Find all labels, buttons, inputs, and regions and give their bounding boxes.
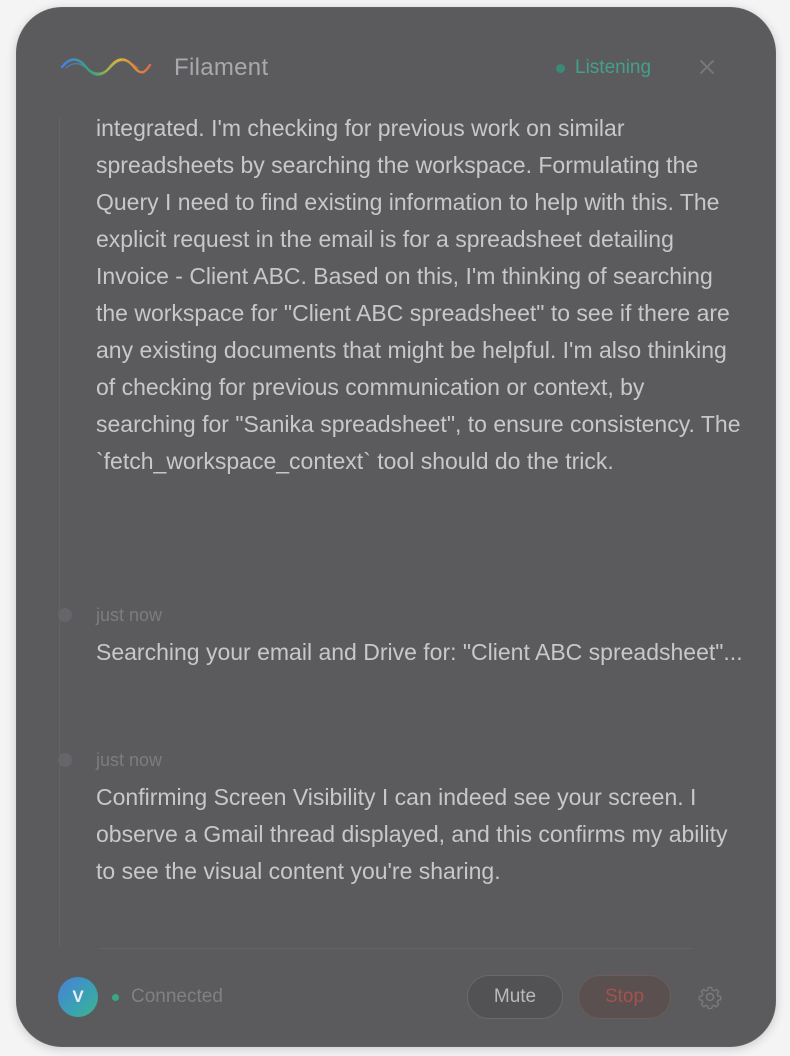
- avatar[interactable]: V: [58, 977, 98, 1017]
- entry-text: integrated. I'm checking for previous work on similar spreadsheets by searching the workspace. Formulating the Query I need to find existing information to help with this. The explicit request in the email is for a spreadsheet detailing Invoice - Client ABC. Based on this, I'm thinking of searching the workspace for "Client ABC spreadsheet" to see if there are any existing documents that might be helpful. I'm also thinking of checking for previous communication or context, by searching for "Sanika spreadsheet", to ensure consistency. The `fetch_workspace_context` tool should do the trick.: [96, 117, 741, 474]
- mute-button[interactable]: Mute: [467, 975, 563, 1019]
- assistant-panel: [16, 7, 776, 1047]
- waveform-icon: [60, 55, 152, 79]
- footer-divider: [100, 948, 692, 949]
- status-dot-icon: [556, 64, 565, 73]
- entry-text: Searching your email and Drive for: "Client ABC spreadsheet"...: [96, 639, 743, 665]
- close-icon[interactable]: [696, 56, 718, 78]
- connection-label: Connected: [131, 986, 223, 1007]
- listening-status: [556, 57, 651, 79]
- entry-timestamp: just now: [96, 750, 163, 770]
- timeline-dot-icon: [58, 608, 72, 622]
- feed-entry: [96, 748, 746, 890]
- feed-entry: [96, 603, 746, 671]
- timeline-dot-icon: [58, 753, 72, 767]
- entry-timestamp: just now: [96, 605, 163, 625]
- timeline-line: [59, 117, 60, 947]
- app-title: Filament: [174, 54, 269, 81]
- connection-dot-icon: [112, 994, 119, 1001]
- stop-button[interactable]: Stop: [578, 975, 671, 1019]
- feed-entry: [96, 117, 746, 480]
- entry-text: Confirming Screen Visibility I can indeed see your screen. I observe a Gmail thread displayed, and this confirms my ability to see the visual content you're sharing.: [96, 784, 728, 884]
- panel-header: [16, 7, 776, 117]
- gear-icon[interactable]: [698, 985, 722, 1009]
- connection-status: [112, 986, 223, 1008]
- status-label: Listening: [575, 57, 652, 78]
- activity-feed[interactable]: [16, 117, 776, 947]
